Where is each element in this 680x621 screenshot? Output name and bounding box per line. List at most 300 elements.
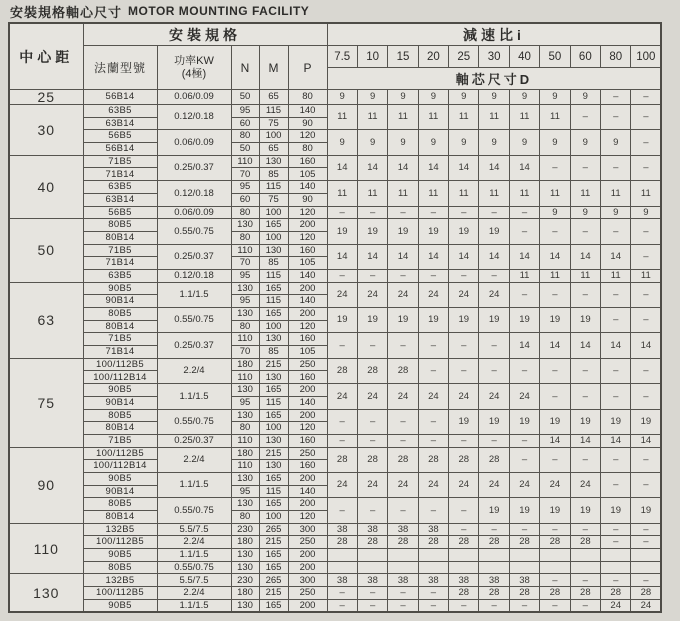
shaft-d-cell: 19 (449, 219, 479, 244)
shaft-d-cell: – (631, 155, 661, 180)
shaft-d-cell: – (601, 308, 631, 333)
shaft-d-cell: – (631, 244, 661, 269)
shaft-d-cell: 11 (388, 105, 418, 130)
shaft-d-cell: – (631, 219, 661, 244)
n-dim-cell: 50 (231, 143, 259, 156)
p-dim-cell: 140 (288, 269, 327, 282)
shaft-d-cell: – (570, 155, 600, 180)
shaft-d-cell: 9 (540, 90, 570, 105)
shaft-d-cell: – (327, 498, 357, 523)
shaft-d-cell: 14 (570, 244, 600, 269)
shaft-d-cell: – (388, 434, 418, 447)
shaft-d-cell: 11 (601, 181, 631, 206)
shaft-d-cell: – (418, 599, 448, 612)
shaft-d-cell: 19 (418, 219, 448, 244)
power-kw-cell: 0.55/0.75 (157, 498, 231, 523)
table-row (9, 155, 661, 168)
header-ratio-30: 30 (479, 46, 509, 68)
flange-model-cell: 132B5 (83, 574, 157, 587)
p-dim-cell: 105 (288, 257, 327, 270)
header-p: P (288, 46, 327, 90)
shaft-d-cell: 19 (449, 409, 479, 434)
p-dim-cell: 160 (288, 371, 327, 384)
table-row (9, 105, 661, 118)
p-dim-cell: 120 (288, 130, 327, 143)
shaft-d-cell: 24 (418, 472, 448, 497)
shaft-d-cell: 11 (570, 269, 600, 282)
flange-model-cell: 63B14 (83, 117, 157, 130)
m-dim-cell: 75 (259, 193, 288, 206)
shaft-d-cell: 24 (388, 282, 418, 307)
header-reduction-ratio: 減速比i (327, 23, 661, 46)
shaft-d-cell: – (449, 434, 479, 447)
table-row (9, 282, 661, 295)
table-row (9, 536, 661, 549)
table-row (9, 308, 661, 321)
shaft-d-cell: 19 (540, 308, 570, 333)
p-dim-cell: 80 (288, 90, 327, 105)
shaft-d-cell: – (479, 434, 509, 447)
shaft-d-cell (509, 561, 539, 574)
shaft-d-cell: – (540, 574, 570, 587)
flange-model-cell: 90B5 (83, 282, 157, 295)
shaft-d-cell: – (631, 574, 661, 587)
shaft-d-cell: 9 (357, 90, 387, 105)
n-dim-cell: 180 (231, 358, 259, 371)
shaft-d-cell: 38 (327, 523, 357, 536)
n-dim-cell: 110 (231, 244, 259, 257)
power-kw-cell: 0.12/0.18 (157, 269, 231, 282)
shaft-d-cell: – (509, 219, 539, 244)
header-flange-model: 法蘭型號 (83, 46, 157, 90)
power-kw-cell: 0.55/0.75 (157, 219, 231, 244)
shaft-d-cell: 14 (540, 434, 570, 447)
table-row (9, 206, 661, 219)
m-dim-cell: 215 (259, 447, 288, 460)
shaft-d-cell (631, 561, 661, 574)
shaft-d-cell: 14 (418, 244, 448, 269)
shaft-d-cell: 9 (479, 130, 509, 155)
shaft-d-cell: – (388, 206, 418, 219)
motor-mounting-table (8, 22, 662, 613)
header-ratio-20: 20 (418, 46, 448, 68)
flange-model-cell: 71B5 (83, 434, 157, 447)
power-kw-cell: 2.2/4 (157, 447, 231, 472)
shaft-d-cell: – (388, 599, 418, 612)
shaft-d-cell (570, 561, 600, 574)
p-dim-cell: 140 (288, 181, 327, 194)
shaft-d-cell: 28 (540, 587, 570, 600)
power-kw-cell: 0.12/0.18 (157, 181, 231, 206)
flange-model-cell: 90B14 (83, 295, 157, 308)
shaft-d-cell: – (631, 472, 661, 497)
shaft-d-cell: – (418, 409, 448, 434)
shaft-d-cell: 11 (449, 181, 479, 206)
m-dim-cell: 130 (259, 460, 288, 473)
shaft-d-cell: – (388, 269, 418, 282)
p-dim-cell: 250 (288, 587, 327, 600)
shaft-d-cell: – (509, 523, 539, 536)
center-distance-cell: 50 (9, 219, 83, 282)
m-dim-cell: 165 (259, 409, 288, 422)
flange-model-cell: 100/112B14 (83, 371, 157, 384)
shaft-d-cell: 14 (479, 244, 509, 269)
center-distance-cell: 30 (9, 105, 83, 156)
shaft-d-cell: 28 (388, 536, 418, 549)
shaft-d-cell: 9 (327, 90, 357, 105)
shaft-d-cell: 38 (388, 523, 418, 536)
shaft-d-cell: 11 (540, 181, 570, 206)
shaft-d-cell: 24 (327, 384, 357, 409)
p-dim-cell: 160 (288, 434, 327, 447)
shaft-d-cell: 28 (449, 587, 479, 600)
flange-model-cell: 63B5 (83, 105, 157, 118)
shaft-d-cell: – (479, 599, 509, 612)
p-dim-cell: 200 (288, 498, 327, 511)
shaft-d-cell: – (509, 447, 539, 472)
shaft-d-cell (479, 561, 509, 574)
shaft-d-cell: – (479, 333, 509, 358)
flange-model-cell: 100/112B5 (83, 447, 157, 460)
power-kw-cell: 2.2/4 (157, 358, 231, 383)
shaft-d-cell (601, 549, 631, 562)
p-dim-cell: 200 (288, 282, 327, 295)
shaft-d-cell: 11 (509, 181, 539, 206)
shaft-d-cell: – (388, 333, 418, 358)
shaft-d-cell: 38 (357, 523, 387, 536)
shaft-d-cell (449, 561, 479, 574)
shaft-d-cell: 11 (479, 181, 509, 206)
flange-model-cell: 80B14 (83, 231, 157, 244)
shaft-d-cell: – (601, 282, 631, 307)
shaft-d-cell (540, 561, 570, 574)
header-ratio-15: 15 (388, 46, 418, 68)
p-dim-cell: 120 (288, 231, 327, 244)
shaft-d-cell: 14 (601, 434, 631, 447)
shaft-d-cell (449, 549, 479, 562)
shaft-d-cell: 19 (570, 308, 600, 333)
shaft-d-cell: 19 (357, 308, 387, 333)
shaft-d-cell: 19 (570, 409, 600, 434)
shaft-d-cell: 14 (509, 155, 539, 180)
shaft-d-cell: 19 (479, 219, 509, 244)
shaft-d-cell: – (357, 498, 387, 523)
flange-model-cell: 90B5 (83, 384, 157, 397)
power-kw-cell: 0.55/0.75 (157, 409, 231, 434)
p-dim-cell: 300 (288, 523, 327, 536)
shaft-d-cell: 28 (540, 536, 570, 549)
flange-model-cell: 80B14 (83, 320, 157, 333)
shaft-d-cell: – (570, 105, 600, 130)
shaft-d-cell: 28 (570, 536, 600, 549)
shaft-d-cell: – (601, 155, 631, 180)
power-kw-cell: 1.1/1.5 (157, 282, 231, 307)
flange-model-cell: 90B14 (83, 396, 157, 409)
shaft-d-cell: 28 (327, 536, 357, 549)
n-dim-cell: 130 (231, 409, 259, 422)
shaft-d-cell: – (540, 599, 570, 612)
p-dim-cell: 160 (288, 244, 327, 257)
p-dim-cell: 200 (288, 549, 327, 562)
center-distance-cell: 130 (9, 574, 83, 612)
shaft-d-cell: – (357, 434, 387, 447)
shaft-d-cell: 19 (479, 409, 509, 434)
flange-model-cell: 80B14 (83, 511, 157, 524)
shaft-d-cell: 24 (357, 282, 387, 307)
shaft-d-cell: – (601, 447, 631, 472)
power-kw-cell: 0.25/0.37 (157, 333, 231, 358)
flange-model-cell: 71B14 (83, 168, 157, 181)
shaft-d-cell: 38 (418, 574, 448, 587)
power-kw-cell: 0.06/0.09 (157, 90, 231, 105)
shaft-d-cell: 11 (631, 181, 661, 206)
n-dim-cell: 60 (231, 117, 259, 130)
power-kw-cell: 0.06/0.09 (157, 130, 231, 155)
shaft-d-cell: – (601, 523, 631, 536)
p-dim-cell: 250 (288, 447, 327, 460)
shaft-d-cell: – (601, 90, 631, 105)
shaft-d-cell: – (570, 523, 600, 536)
shaft-d-cell (357, 549, 387, 562)
p-dim-cell: 160 (288, 333, 327, 346)
shaft-d-cell: 38 (327, 574, 357, 587)
table-row (9, 181, 661, 194)
m-dim-cell: 115 (259, 485, 288, 498)
shaft-d-cell: 19 (418, 308, 448, 333)
flange-model-cell: 63B5 (83, 269, 157, 282)
flange-model-cell: 90B14 (83, 485, 157, 498)
power-kw-cell: 0.25/0.37 (157, 244, 231, 269)
shaft-d-cell: 28 (357, 536, 387, 549)
flange-model-cell: 80B5 (83, 561, 157, 574)
shaft-d-cell: 14 (601, 244, 631, 269)
shaft-d-cell: 9 (631, 206, 661, 219)
flange-model-cell: 80B14 (83, 422, 157, 435)
power-kw-cell: 0.25/0.37 (157, 155, 231, 180)
shaft-d-cell: 24 (479, 384, 509, 409)
shaft-d-cell: 9 (601, 130, 631, 155)
header-ratio-100: 100 (631, 46, 661, 68)
header-center-distance: 中心距 (9, 23, 83, 90)
p-dim-cell: 200 (288, 409, 327, 422)
shaft-d-cell: – (449, 358, 479, 383)
n-dim-cell: 180 (231, 447, 259, 460)
p-dim-cell: 250 (288, 358, 327, 371)
shaft-d-cell: – (631, 105, 661, 130)
header-m: M (259, 46, 288, 90)
flange-model-cell: 56B5 (83, 206, 157, 219)
header-ratio-80: 80 (601, 46, 631, 68)
shaft-d-cell: – (540, 384, 570, 409)
power-kw-cell: 2.2/4 (157, 536, 231, 549)
shaft-d-cell: – (631, 90, 661, 105)
shaft-d-cell: 38 (418, 523, 448, 536)
shaft-d-cell: – (570, 599, 600, 612)
shaft-d-cell: 28 (418, 447, 448, 472)
power-kw-cell: 1.1/1.5 (157, 472, 231, 497)
m-dim-cell: 165 (259, 384, 288, 397)
shaft-d-cell: 24 (479, 472, 509, 497)
shaft-d-cell: – (357, 333, 387, 358)
shaft-d-cell: 19 (540, 498, 570, 523)
shaft-d-cell: – (449, 333, 479, 358)
n-dim-cell: 110 (231, 460, 259, 473)
m-dim-cell: 100 (259, 130, 288, 143)
shaft-d-cell: 24 (540, 472, 570, 497)
table-row (9, 219, 661, 232)
shaft-d-cell: – (631, 282, 661, 307)
table-row (9, 574, 661, 587)
m-dim-cell: 115 (259, 181, 288, 194)
shaft-d-cell: – (388, 587, 418, 600)
m-dim-cell: 130 (259, 333, 288, 346)
p-dim-cell: 140 (288, 396, 327, 409)
table-row (9, 244, 661, 257)
shaft-d-cell: 11 (570, 181, 600, 206)
shaft-d-cell: – (327, 206, 357, 219)
shaft-d-cell: 9 (449, 130, 479, 155)
shaft-d-cell: 9 (479, 90, 509, 105)
shaft-d-cell: 14 (631, 333, 661, 358)
shaft-d-cell: 24 (601, 599, 631, 612)
m-dim-cell: 130 (259, 371, 288, 384)
shaft-d-cell (357, 561, 387, 574)
p-dim-cell: 90 (288, 117, 327, 130)
flange-model-cell: 80B5 (83, 308, 157, 321)
shaft-d-cell: 11 (601, 269, 631, 282)
m-dim-cell: 75 (259, 117, 288, 130)
shaft-d-cell: 28 (418, 536, 448, 549)
shaft-d-cell: 14 (449, 155, 479, 180)
p-dim-cell: 200 (288, 599, 327, 612)
shaft-d-cell: 14 (327, 244, 357, 269)
shaft-d-cell: 19 (388, 219, 418, 244)
shaft-d-cell: 38 (388, 574, 418, 587)
table-row (9, 523, 661, 536)
shaft-d-cell: 11 (327, 181, 357, 206)
shaft-d-cell: 19 (601, 409, 631, 434)
shaft-d-cell: 14 (388, 155, 418, 180)
header-n: N (231, 46, 259, 90)
shaft-d-cell: – (540, 447, 570, 472)
shaft-d-cell: – (631, 523, 661, 536)
shaft-d-cell: – (479, 269, 509, 282)
table-row (9, 472, 661, 485)
shaft-d-cell: 19 (327, 219, 357, 244)
p-dim-cell: 120 (288, 320, 327, 333)
n-dim-cell: 110 (231, 333, 259, 346)
m-dim-cell: 115 (259, 396, 288, 409)
shaft-d-cell: – (357, 599, 387, 612)
shaft-d-cell: – (540, 523, 570, 536)
power-kw-cell: 5.5/7.5 (157, 574, 231, 587)
header-ratio-10: 10 (357, 46, 387, 68)
p-dim-cell: 160 (288, 460, 327, 473)
shaft-d-cell: 28 (357, 447, 387, 472)
shaft-d-cell: – (570, 219, 600, 244)
shaft-d-cell: 14 (357, 155, 387, 180)
header-mounting-spec: 安裝規格 (83, 23, 327, 46)
shaft-d-cell: 14 (388, 244, 418, 269)
shaft-d-cell (327, 549, 357, 562)
shaft-d-cell: – (631, 358, 661, 383)
shaft-d-cell: 38 (509, 574, 539, 587)
shaft-d-cell: 14 (601, 333, 631, 358)
shaft-d-cell: 28 (388, 358, 418, 383)
shaft-d-cell: 11 (357, 181, 387, 206)
shaft-d-cell: 9 (418, 130, 448, 155)
table-row (9, 130, 661, 143)
m-dim-cell: 115 (259, 105, 288, 118)
n-dim-cell: 110 (231, 434, 259, 447)
shaft-d-cell (509, 549, 539, 562)
shaft-d-cell: 28 (509, 587, 539, 600)
header-ratio-50: 50 (540, 46, 570, 68)
n-dim-cell: 110 (231, 155, 259, 168)
shaft-d-cell: 14 (540, 333, 570, 358)
shaft-d-cell: – (327, 587, 357, 600)
power-kw-cell: 1.1/1.5 (157, 549, 231, 562)
table-row (9, 498, 661, 511)
shaft-d-cell: 24 (327, 472, 357, 497)
n-dim-cell: 130 (231, 282, 259, 295)
flange-model-cell: 100/112B14 (83, 460, 157, 473)
n-dim-cell: 130 (231, 549, 259, 562)
p-dim-cell: 200 (288, 308, 327, 321)
shaft-d-cell: 11 (479, 105, 509, 130)
header-ratio-7_5: 7.5 (327, 46, 357, 68)
page-title-cjk: 安裝規格軸心尺寸 (10, 4, 123, 20)
n-dim-cell: 130 (231, 498, 259, 511)
header-ratio-25: 25 (449, 46, 479, 68)
n-dim-cell: 95 (231, 181, 259, 194)
shaft-d-cell: 24 (357, 384, 387, 409)
shaft-d-cell: 9 (388, 130, 418, 155)
shaft-d-cell (570, 549, 600, 562)
flange-model-cell: 56B5 (83, 130, 157, 143)
shaft-d-cell: 24 (449, 282, 479, 307)
shaft-d-cell (540, 549, 570, 562)
table-row (9, 434, 661, 447)
shaft-d-cell: 28 (479, 447, 509, 472)
shaft-d-cell: – (449, 599, 479, 612)
shaft-d-cell: 28 (631, 587, 661, 600)
power-kw-cell: 1.1/1.5 (157, 599, 231, 612)
shaft-d-cell: – (357, 269, 387, 282)
header-power-kw (157, 46, 231, 90)
shaft-d-cell: 28 (388, 447, 418, 472)
shaft-d-cell: – (601, 574, 631, 587)
flange-model-cell: 63B14 (83, 193, 157, 206)
m-dim-cell: 165 (259, 498, 288, 511)
table-row (9, 409, 661, 422)
shaft-d-cell: 11 (540, 269, 570, 282)
table-row (9, 90, 661, 105)
shaft-d-cell: – (327, 599, 357, 612)
shaft-d-cell: – (418, 587, 448, 600)
shaft-d-cell: – (449, 523, 479, 536)
m-dim-cell: 100 (259, 231, 288, 244)
header-power-kw-main: 功率KW (174, 55, 214, 68)
n-dim-cell: 180 (231, 587, 259, 600)
shaft-d-cell: – (449, 269, 479, 282)
table-header (9, 23, 661, 90)
shaft-d-cell: 38 (479, 574, 509, 587)
shaft-d-cell: – (570, 447, 600, 472)
n-dim-cell: 130 (231, 599, 259, 612)
m-dim-cell: 85 (259, 257, 288, 270)
n-dim-cell: 70 (231, 346, 259, 359)
